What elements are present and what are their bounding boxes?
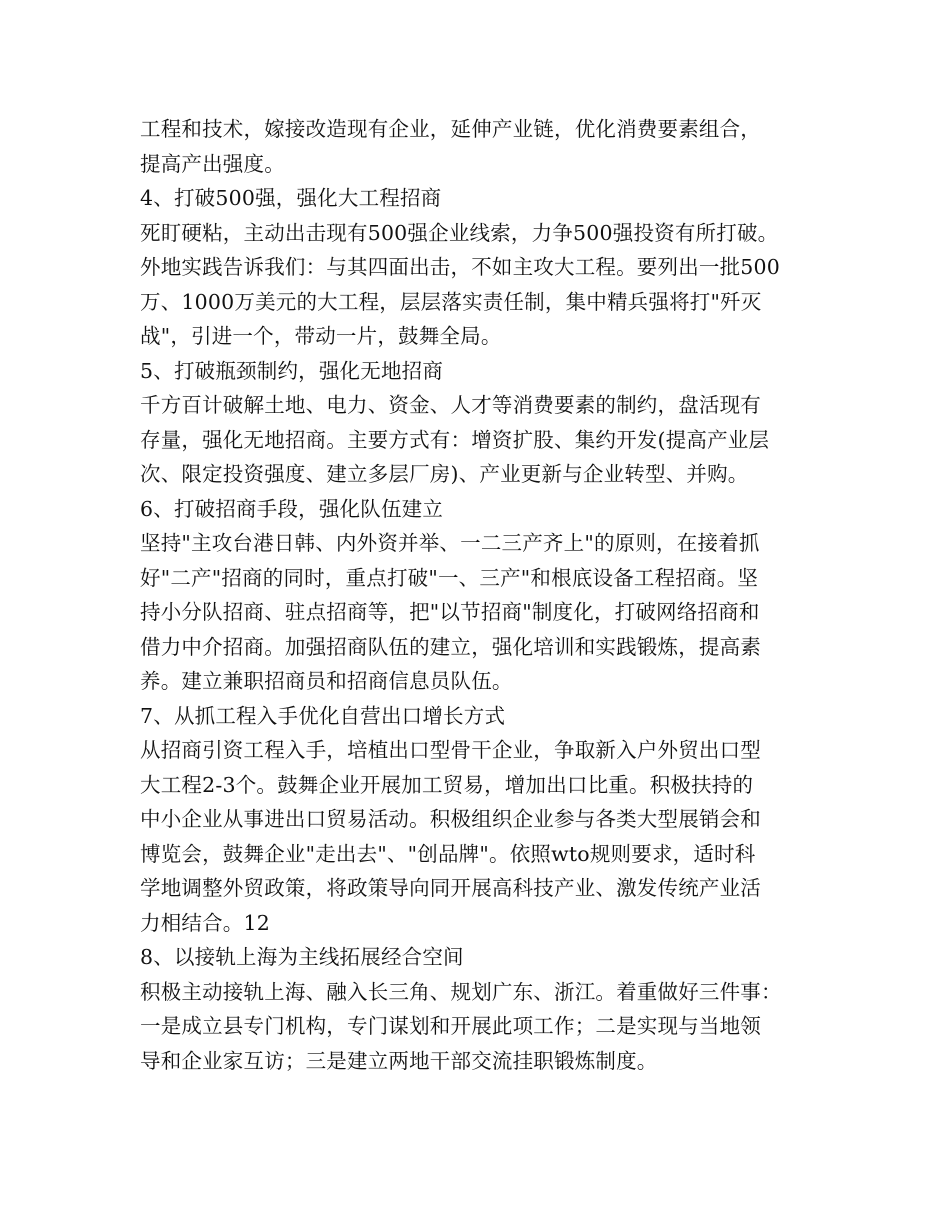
- document-body: [140, 112, 830, 1078]
- body-text-line: 积极主动接轨上海、融入长三角、规划广东、浙江。着重做好三件事：: [140, 979, 782, 1004]
- section-heading: 8、以接轨上海为主线拓展经合空间: [140, 945, 464, 969]
- body-text-line: 大工程2-3个。鼓舞企业开展加工贸易，增加出口比重。积极扶持的: [140, 772, 754, 797]
- body-text-line: 存量，强化无地招商。主要方式有：增资扩股、集约开发(提高产业层: [140, 427, 770, 452]
- section-heading: 5、打破瓶颈制约，强化无地招商: [140, 358, 444, 383]
- body-text-line: 学地调整外贸政策，将政策导向同开展高科技产业、激发传统产业活: [140, 876, 761, 900]
- body-text-line: 导和企业家互访；三是建立两地干部交流挂职锻炼制度。: [140, 1048, 658, 1073]
- body-text-line: 万、1000万美元的大工程，层层落实责任制，集中精兵强将打"歼灭: [140, 289, 762, 314]
- body-text-line: 力相结合。12: [140, 910, 270, 935]
- body-text-line: 持小分队招商、驻点招商等，把"以节招商"制度化，打破网络招商和: [140, 600, 760, 624]
- body-text-line: 工程和技术，嫁接改造现有企业，延伸产业链，优化消费要素组合，: [140, 117, 761, 141]
- body-text-line: 一是成立县专门机构，专门谋划和开展此项工作；二是实现与当地领: [140, 1014, 761, 1038]
- section-heading: 4、打破500强，强化大工程招商: [140, 186, 442, 210]
- section-heading: 7、从抓工程入手优化自营出口增长方式: [140, 703, 506, 728]
- body-text-line: 好"二产"招商的同时，重点打破"一、三产"和根底设备工程招商。坚: [140, 565, 759, 590]
- body-text-line: 提高产出强度。: [140, 151, 285, 176]
- body-text-line: 从招商引资工程入手，培植出口型骨干企业，争取新入户外贸出口型: [140, 738, 761, 762]
- body-text-line: 中小企业从事进出口贸易活动。积极组织企业参与各类大型展销会和: [140, 807, 761, 831]
- section-heading: 6、打破招商手段，强化队伍建立: [140, 496, 444, 521]
- body-text-line: 死盯硬粘，主动出击现有500强企业线索，力争500强投资有所打破。: [140, 220, 779, 245]
- body-text-line: 千方百计破解土地、电力、资金、人才等消费要素的制约，盘活现有: [140, 393, 761, 417]
- body-text-line: 养。建立兼职招商员和招商信息员队伍。: [140, 669, 513, 693]
- body-text-line: 借力中介招商。加强招商队伍的建立，强化培训和实践锻炼，提高素: [140, 634, 761, 659]
- body-text-line: 战"，引进一个，带动一片，鼓舞全局。: [140, 324, 502, 348]
- body-text-line: 坚持"主攻台港日韩、内外资并举、一二三产齐上"的原则，在接着抓: [140, 531, 760, 555]
- body-text-line: 外地实践告诉我们：与其四面出击，不如主攻大工程。要列出一批500: [140, 255, 781, 279]
- body-text-line: 次、限定投资强度、建立多层厂房)、产业更新与企业转型、并购。: [140, 462, 749, 486]
- body-text-line: 博览会，鼓舞企业"走出去"、"创品牌"。依照wto规则要求，适时科: [140, 841, 756, 866]
